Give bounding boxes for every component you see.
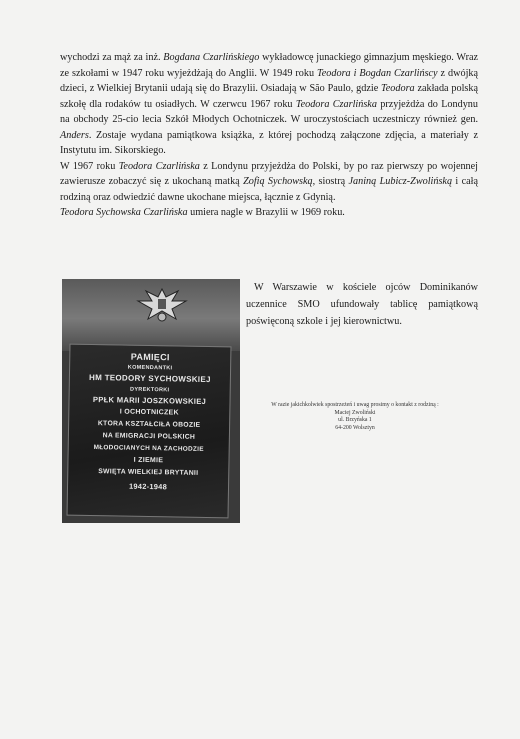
plaque-line: PAMIĘCI xyxy=(130,351,170,363)
italic-name: Teodora i Bogdan Czarlińscy xyxy=(317,67,438,79)
text-run: . Zostaje wydana pamiątkowa książka, z której pochodzą załączone zdjęcia, a materiały z Instytutu im. Sikorskiego. xyxy=(60,129,478,156)
italic-name: Bogdana Czarlińskiego xyxy=(163,52,260,63)
text-run: z Londynu przyjeżdża do Polski, by po raz pierwszy po wojennej zawierusze zobaczyć się z ukochaną matką xyxy=(60,160,479,187)
italic-name: Teodora Czarlińska xyxy=(295,98,377,110)
memorial-plaque xyxy=(67,344,232,519)
text-run: i całą rodziną oraz odwiedzić dawne ukochane miejsca, łącznie z Gdynią. xyxy=(60,176,479,203)
text-run: z dwójką dzieci, z Wielkiej Brytanii udają się do Brazylii. Osiadają w São Paulo, gdzie xyxy=(60,67,479,94)
plaque-line: I OCHOTNICZEK xyxy=(119,408,179,417)
text-run: zakłada polską szkołę dla rodaków tu osiadłych. W czerwcu 1967 roku xyxy=(60,83,478,110)
text-run: , siostrą xyxy=(312,176,349,187)
italic-name: Zofią Sychowską xyxy=(243,176,313,187)
contact-block xyxy=(250,402,460,432)
italic-name: Teodora Czarlińska xyxy=(118,160,200,172)
paragraph-2 xyxy=(60,159,478,206)
side-caption xyxy=(246,279,478,330)
paragraph-1 xyxy=(60,50,478,159)
text-run: umiera nagle w Brazylii w 1969 roku. xyxy=(187,207,345,218)
text-run: przyjeżdża do Londynu na obchody 25-cio lecia Szkół Młodych Ochotniczek. W uroczystościach uczestniczy również gen. xyxy=(60,98,478,125)
contact-street: ul. Brzyńska 1 xyxy=(338,417,372,424)
italic-name: Janiną Lubicz-Zwolińską xyxy=(348,176,453,187)
body-text xyxy=(60,50,478,221)
eagle-emblem-icon xyxy=(132,283,192,329)
italic-name: Anders xyxy=(60,129,89,141)
italic-name: Teodora xyxy=(381,83,415,94)
plaque-line: MŁODOCIANYCH NA ZACHODZIE xyxy=(93,444,204,453)
plaque-line: KOMENDANTKI xyxy=(127,364,173,372)
plaque-line: PPŁK MARII JOSZKOWSKIEJ xyxy=(92,395,207,406)
paragraph-3 xyxy=(60,205,478,221)
plaque-line: NA EMIGRACJI POLSKICH xyxy=(102,432,196,441)
side-paragraph: W Warszawie w kościele ojców Dominikanów uczennice SMO ufundowały tablicę pamiątkową poświęconą szkole i jej kierownictwu. xyxy=(246,282,478,327)
plaque-line: KTÓRA KSZTAŁCIŁA OBOZIE xyxy=(97,420,201,429)
plaque-line: HM TEODORY SYCHOWSKIEJ xyxy=(88,372,211,385)
contact-line: W razie jakichkolwiek spostrzeżeń i uwag prosimy o kontakt z rodziną : xyxy=(271,402,439,408)
italic-name: Teodora Sychowska Czarlińska xyxy=(60,207,188,218)
text-run: wychodzi za mąż za inż. xyxy=(60,52,164,63)
plaque-line: 1942-1948 xyxy=(128,481,168,492)
plaque-photo xyxy=(62,279,240,523)
plaque-line: ŚWIĘTA WIELKIEJ BRYTANII xyxy=(98,468,199,477)
plaque-line: DYREKTORKI xyxy=(130,386,170,394)
text-run: wykładowcę junackiego gimnazjum męskiego. Wraz ze szkołami w 1947 roku wyjeżdżają do Anglii. W 1949 roku xyxy=(60,52,479,79)
contact-city: 64-200 Wolsztyn xyxy=(335,424,375,431)
contact-name: Maciej Zwoliński xyxy=(334,409,376,416)
plaque-line: I ZIEMIE xyxy=(133,456,164,465)
text-run: W 1967 roku xyxy=(60,160,119,172)
